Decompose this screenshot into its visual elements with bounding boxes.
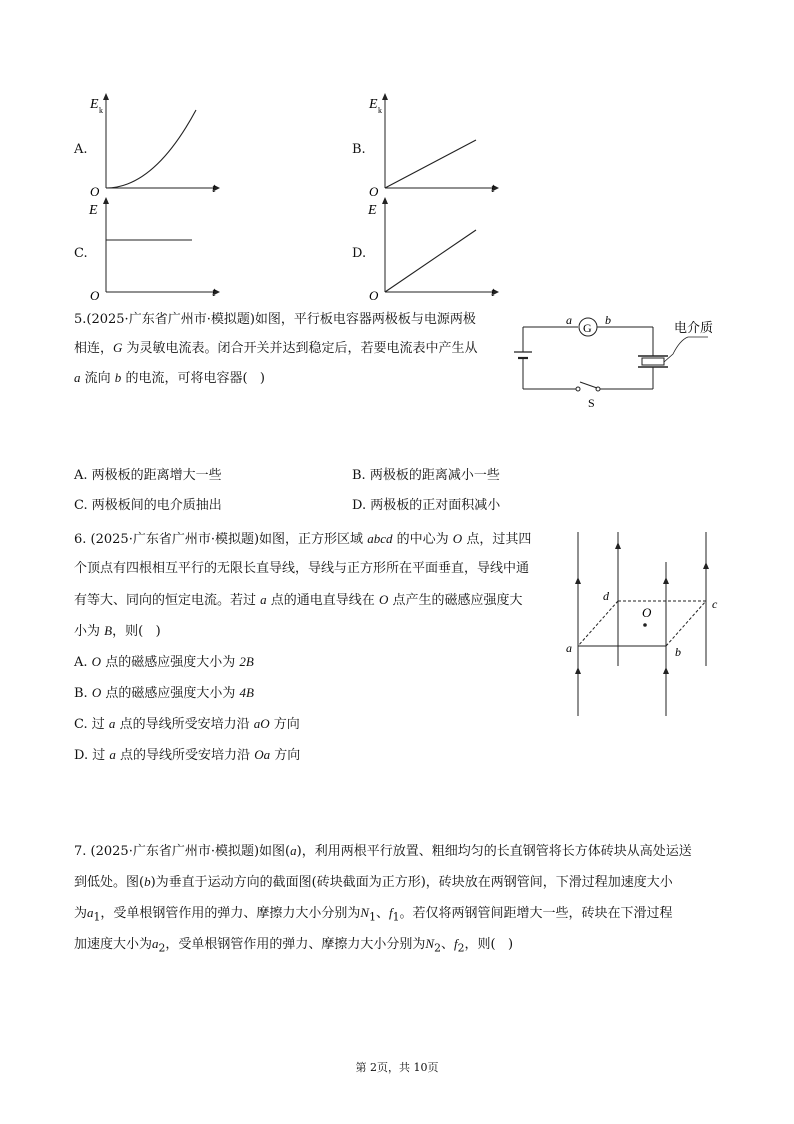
origin-label: O (90, 184, 100, 196)
svg-text:t: t (491, 284, 495, 299)
svg-text:E: E (89, 203, 98, 218)
option-label: B. (352, 142, 366, 157)
svg-text:O: O (369, 184, 379, 196)
line (385, 140, 476, 188)
graph-e-vs-t-linear (363, 192, 503, 300)
q5-option-b: B. 两极板的距离减小一些 (352, 468, 500, 483)
q6-option-c: C. 过 a 点的导线所受安培力沿 aO 方向 (74, 716, 300, 732)
q6-option-d: D. 过 a 点的导线所受安培力沿 Oa 方向 (74, 747, 301, 763)
x-axis-label: t (212, 180, 216, 195)
q7-stem-line3: 为$a_1$，受单根钢管作用的弹力、摩擦力大小分别为$N_1$、$f_1$。若仅将两钢管间距增大一些，砖块在下滑过程 (74, 905, 673, 924)
q7-stem-line1: 7. (2025·广东省广州市·模拟题)如图(a)，利用两根平行放置、粗细均匀的长直钢管将长方体砖块从高处运送 (74, 843, 692, 859)
dielectric-block (642, 358, 664, 365)
svg-text:O: O (369, 288, 379, 300)
switch-icon (580, 382, 597, 388)
q5-circuit-diagram (508, 310, 718, 410)
svg-text:d: d (603, 589, 609, 603)
svg-text:E: E (368, 203, 377, 218)
svg-text:t: t (491, 180, 495, 195)
q5-option-a: A. 两极板的距离增大一些 (74, 468, 222, 483)
q5-option-d: D. 两极板的正对面积减小 (352, 498, 501, 513)
y-axis-arrow (103, 93, 109, 100)
svg-text:O: O (90, 288, 100, 300)
svg-text:a: a (566, 641, 572, 655)
q6-stem-line2: 个顶点有四根相互平行的无限长直导线，导线与正方形所在平面垂直，导线中通 (74, 561, 530, 576)
svg-text:E: E (369, 97, 378, 112)
svg-text:b: b (675, 645, 681, 659)
svg-text:O: O (642, 605, 652, 620)
svg-text:a: a (566, 313, 572, 327)
svg-text:c: c (712, 597, 718, 611)
q5-stem-line3: a 流向 b 的电流，可将电容器( ) (74, 370, 265, 386)
svg-text:G: G (583, 321, 592, 335)
graph-ek-vs-t-linear (363, 88, 503, 196)
option-label: D. (352, 246, 367, 261)
svg-text:电介质: 电介质 (674, 320, 714, 335)
q5-stem-line2: 相连，G 为灵敏电流表。闭合开关并达到稳定后，若要电流表中产生从 (74, 340, 478, 356)
q6-stem-line4: 小为 B，则( ) (74, 623, 161, 639)
center-point (643, 623, 647, 627)
q6-option-a: A. O 点的磁感应强度大小为 2B (74, 654, 254, 670)
svg-text:b: b (605, 313, 611, 327)
y-axis-subscript: k (99, 106, 103, 115)
q7-stem-line4: 加速度大小为$a_2$，受单根钢管作用的弹力、摩擦力大小分别为$N_2$、$f_2$，则( ) (74, 936, 514, 955)
q6-option-b: B. O 点的磁感应强度大小为 4B (74, 685, 254, 701)
svg-text:S: S (588, 396, 595, 410)
svg-text:k: k (378, 106, 382, 115)
graph-e-vs-t-constant (84, 192, 224, 300)
q5-stem-line1: 5.(2025·广东省广州市·模拟题)如图，平行板电容器两极板与电源两极 (74, 312, 476, 327)
y-axis-label: E (90, 97, 99, 112)
q7-stem-line2: 到低处。图(b)为垂直于运动方向的截面图(砖块截面为正方形)，砖块放在两钢管间，下滑过程加速度大小 (74, 874, 673, 890)
svg-text:t: t (212, 284, 216, 299)
q6-stem-line3: 有等大、同向的恒定电流。若过 a 点的通电直导线在 O 点产生的磁感应强度大 (74, 592, 523, 608)
option-label: C. (74, 246, 88, 261)
q6-wires-diagram (556, 528, 736, 724)
page-footer: 第 2页，共 10页 (355, 1061, 439, 1074)
q5-option-c: C. 两极板间的电介质抽出 (74, 498, 222, 513)
option-label: A. (74, 142, 88, 157)
graph-ek-vs-t-parabola (84, 88, 224, 196)
curve (106, 110, 196, 188)
q6-stem-line1: 6. (2025·广东省广州市·模拟题)如图，正方形区域 abcd 的中心为 O 点，过其四 (74, 531, 532, 547)
